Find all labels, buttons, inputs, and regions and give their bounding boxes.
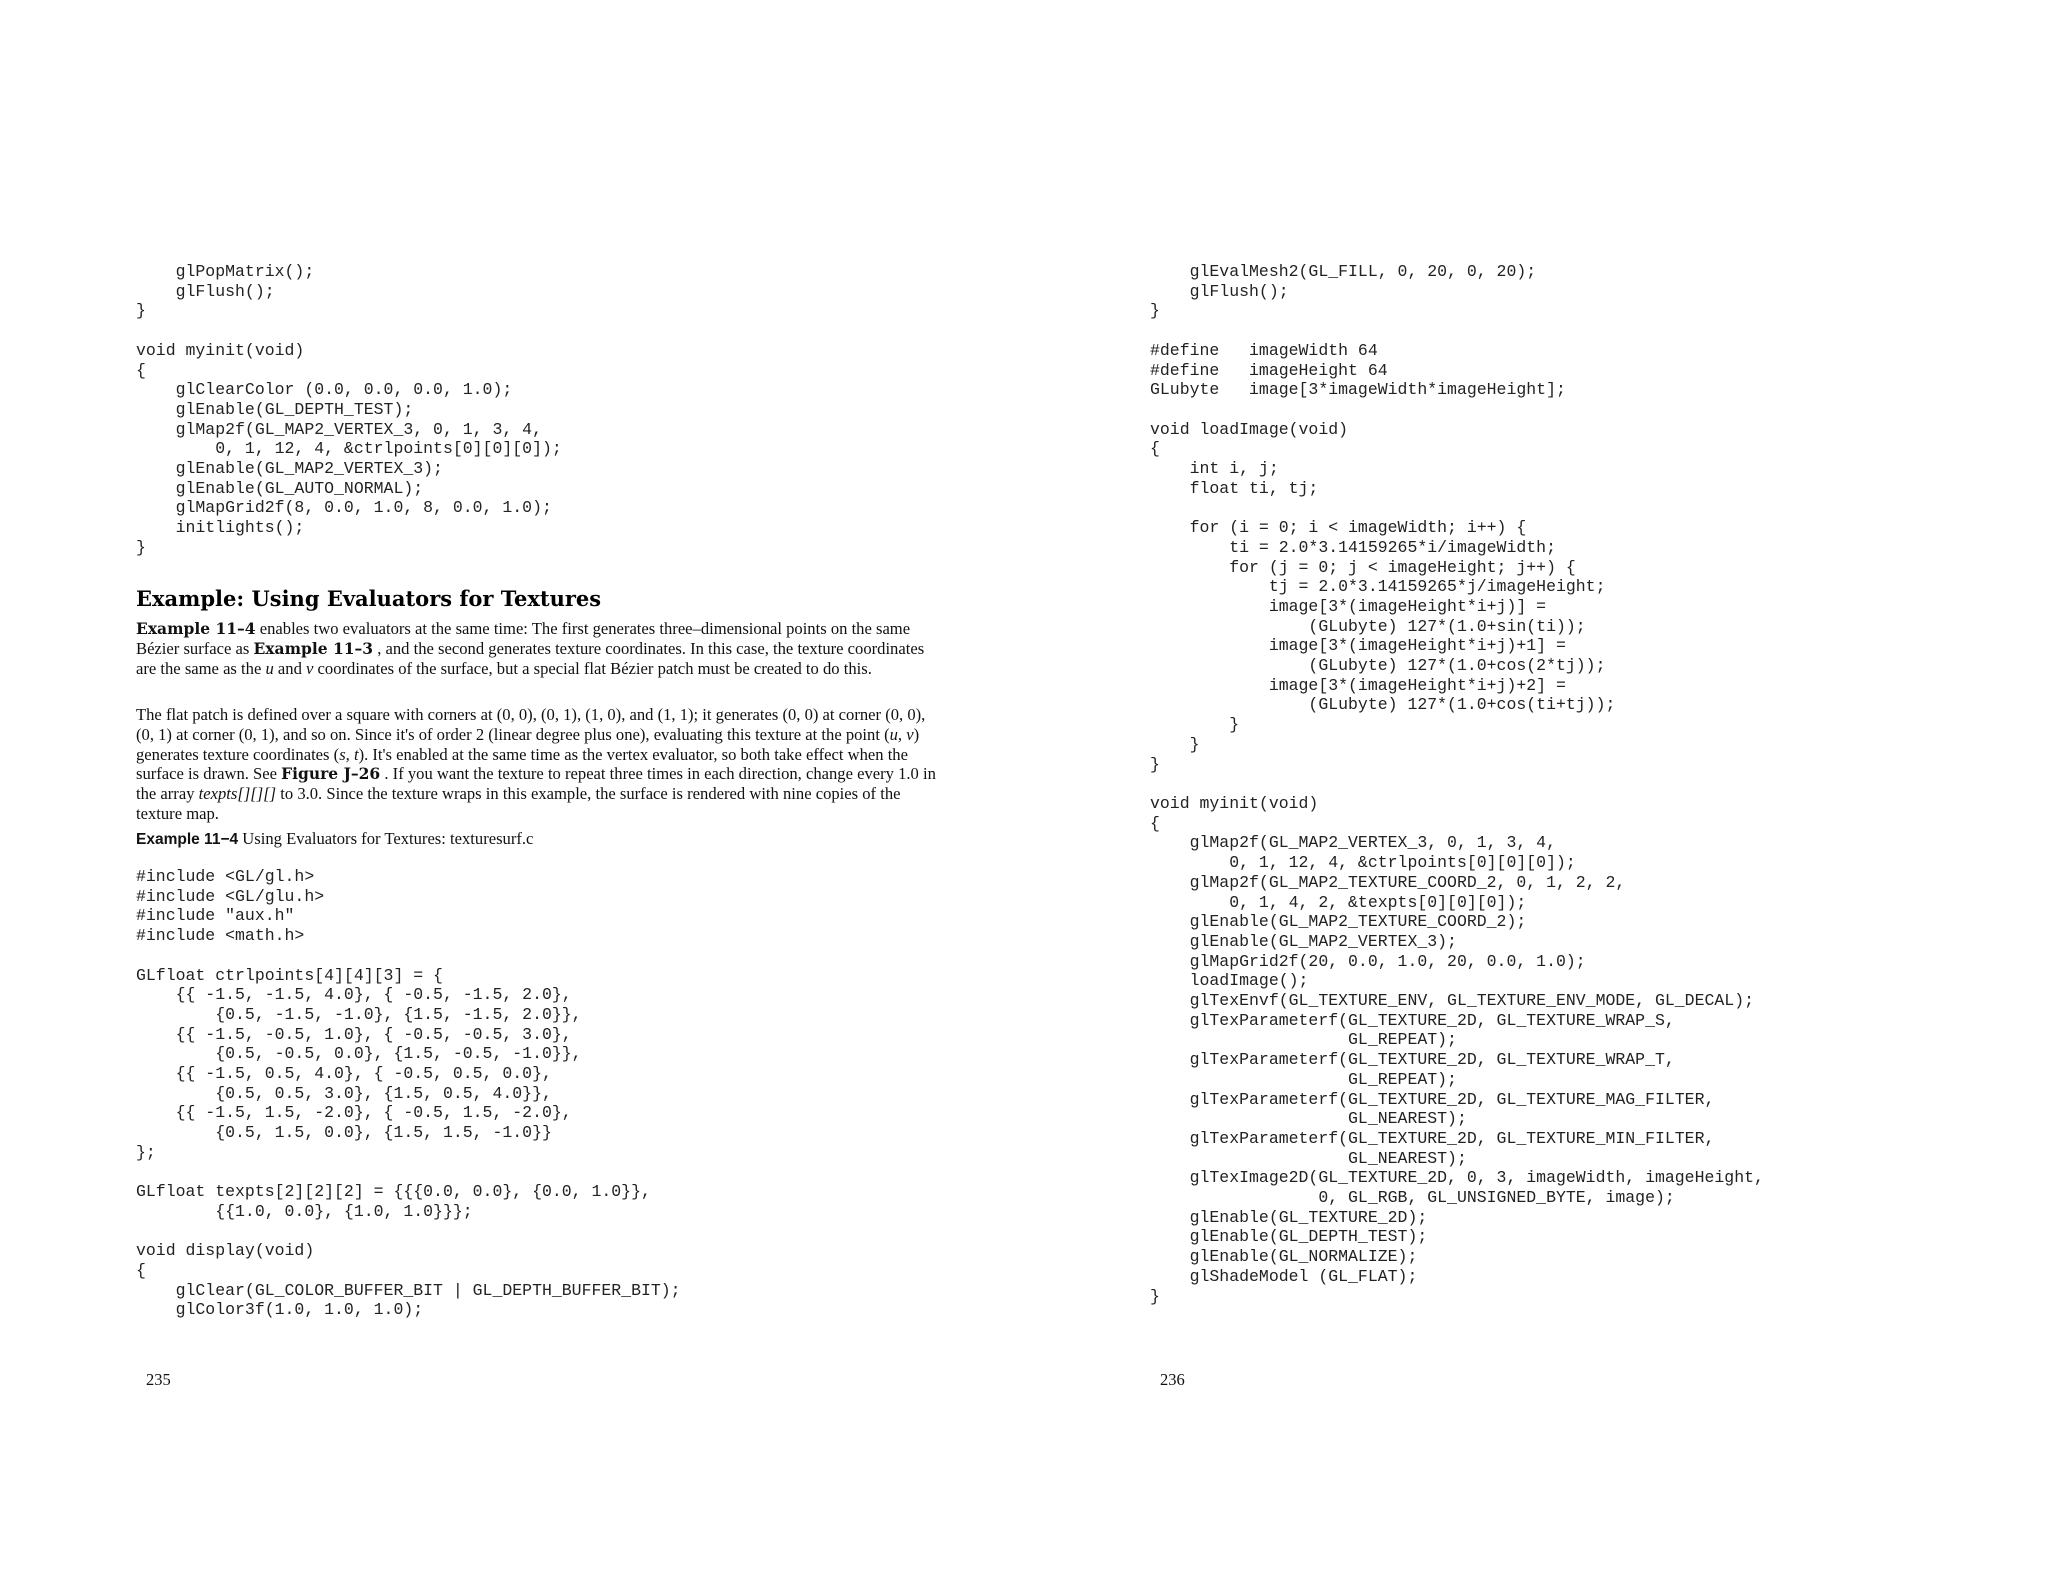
paragraph-text: . If you want the texture to repeat three times in each direction, change every 1.0 in the array [136,764,936,804]
paragraph-text: and [273,658,307,678]
italic-term: texpts[][][] [198,784,277,804]
example-caption [136,829,533,849]
example-reference-link[interactable]: Example 11–4 [136,619,256,638]
paragraph-text: ). It's enabled at the same time as the vertex evaluator, so both take effect when the surface is drawn. See [136,744,908,784]
paragraph-text: The flat patch is defined over a square with corners at (0, 0), (0, 1), (1, 0), and (1, 1); it generates (0, 0) at corner (0, 0), (0, 1) at corner (0, 1), and so on. Since it's of order 2 (linear degree plus one), evaluating this texture at the point ( [136,705,926,744]
paragraph-intro [136,619,936,678]
italic-term: v [306,658,314,678]
page-number: 236 [1160,1370,1185,1389]
code-listing-top: glPopMatrix(); glFlush(); } void myinit(void) { glClearColor (0.0, 0.0, 0.0, 1.0); glEnable(GL_DEPTH_TEST); glMap2f(GL_MAP2_VERTEX_3, 0, 1, 3, 4, 0, 1, 12, 4, &ctrlpoints[0][0][0]); glEnable(GL_MAP2_VERTEX_3); glEnable(GL_AUTO_NORMAL); glMapGrid2f(8, 0.0, 1.0, 8, 0.0, 1.0); initlights(); } [136,262,562,557]
right-page [1024,0,2048,1582]
code-listing: glEvalMesh2(GL_FILL, 0, 20, 0, 20); glFlush(); } #define imageWidth 64 #define imageHeight 64 GLubyte image[3*imageWidth*imageHeight]; void loadImage(void) { int i, j; float ti, tj; for (i = 0; i < imageWidth; i++) { ti = 2.0*3.14159265*i/imageWidth; for (j = 0; j < imageHeight; j++) { tj = 2.0*3.14159265*j/imageHeight; image[3*(imageHeight*i+j)] = (GLubyte) 127*(1.0+sin(ti)); image[3*(imageHeight*i+j)+1] = (GLubyte) 127*(1.0+cos(2*tj)); image[3*(imageHeight*i+j)+2] = (GLubyte) 127*(1.0+cos(ti+tj)); } } } void myinit(void) { glMap2f(GL_MAP2_VERTEX_3, 0, 1, 3, 4, 0, 1, 12, 4, &ctrlpoints[0][0][0]); glMap2f(GL_MAP2_TEXTURE_COORD_2, 0, 1, 2, 2, 0, 1, 4, 2, &texpts[0][0][0]); glEnable(GL_MAP2_TEXTURE_COORD_2); glEnable(GL_MAP2_VERTEX_3); glMapGrid2f(20, 0.0, 1.0, 20, 0.0, 1.0); loadImage(); glTexEnvf(GL_TEXTURE_ENV, GL_TEXTURE_ENV_MODE, GL_DECAL); glTexParameterf(GL_TEXTURE_2D, GL_TEXTURE_WRAP_S, GL_REPEAT); glTexParameterf(GL_TEXTURE_2D, GL_TEXTURE_WRAP_T, GL_REPEAT); glTexParameterf(GL_TEXTURE_2D, GL_TEXTURE_MAG_FILTER, GL_NEAREST); glTexParameterf(GL_TEXTURE_2D, GL_TEXTURE_MIN_FILTER, GL_NEAREST); glTexImage2D(GL_TEXTURE_2D, 0, 3, imageWidth, imageHeight, 0, GL_RGB, GL_UNSIGNED_BYTE, image); glEnable(GL_TEXTURE_2D); glEnable(GL_DEPTH_TEST); glEnable(GL_NORMALIZE); glShadeModel (GL_FLAT); } [1150,262,1764,1306]
caption-label: Example 11−4 [136,831,239,848]
paragraph-text: to 3.0. Since the texture wraps in this example, the surface is rendered with nine copies of the texture map. [136,784,901,823]
paragraph-text: enables two evaluators at the same time: The first generates three–dimensional points on the same Bézier surface as [136,619,911,658]
caption-text: Using Evaluators for Textures: texturesurf.c [238,829,534,848]
code-listing-bottom: #include <GL/gl.h> #include <GL/glu.h> #include "aux.h" #include <math.h> GLfloat ctrlpoints[4][4][3] = { {{ -1.5, -1.5, 4.0}, { -0.5, -1.5, 2.0}, {0.5, -1.5, -1.0}, {1.5, -1.5, 2.0}}, {{ -1.5, -0.5, 1.0}, { -0.5, -0.5, 3.0}, {0.5, -0.5, 0.0}, {1.5, -0.5, -1.0}}, {{ -1.5, 0.5, 4.0}, { -0.5, 0.5, 0.0}, {0.5, 0.5, 3.0}, {1.5, 0.5, 4.0}}, {{ -1.5, 1.5, -2.0}, { -0.5, 1.5, -2.0}, {0.5, 1.5, 0.0}, {1.5, 1.5, -1.0}} }; GLfloat texpts[2][2][2] = {{{0.0, 0.0}, {0.0, 1.0}}, {{1.0, 0.0}, {1.0, 1.0}}}; void display(void) { glClear(GL_COLOR_BUFFER_BIT | GL_DEPTH_BUFFER_BIT); glColor3f(1.0, 1.0, 1.0); [136,867,681,1320]
paragraph-text: ) generates texture coordinates ( [136,724,920,764]
paragraph-flat-patch [136,705,936,824]
example-reference-link[interactable]: Example 11–3 [253,638,374,658]
italic-term: s, t [339,744,359,764]
figure-reference-link[interactable]: Figure J–26 [281,764,381,784]
paragraph-text: , and the second generates texture coordinates. In this case, the texture coordinates are the same as the [136,638,925,678]
section-heading: Example: Using Evaluators for Textures [136,586,602,611]
paragraph-text: coordinates of the surface, but a special flat Bézier patch must be created to do this. [313,658,872,678]
page-number: 235 [146,1370,171,1389]
italic-term: u, v [889,724,914,744]
italic-term: u [265,658,274,678]
